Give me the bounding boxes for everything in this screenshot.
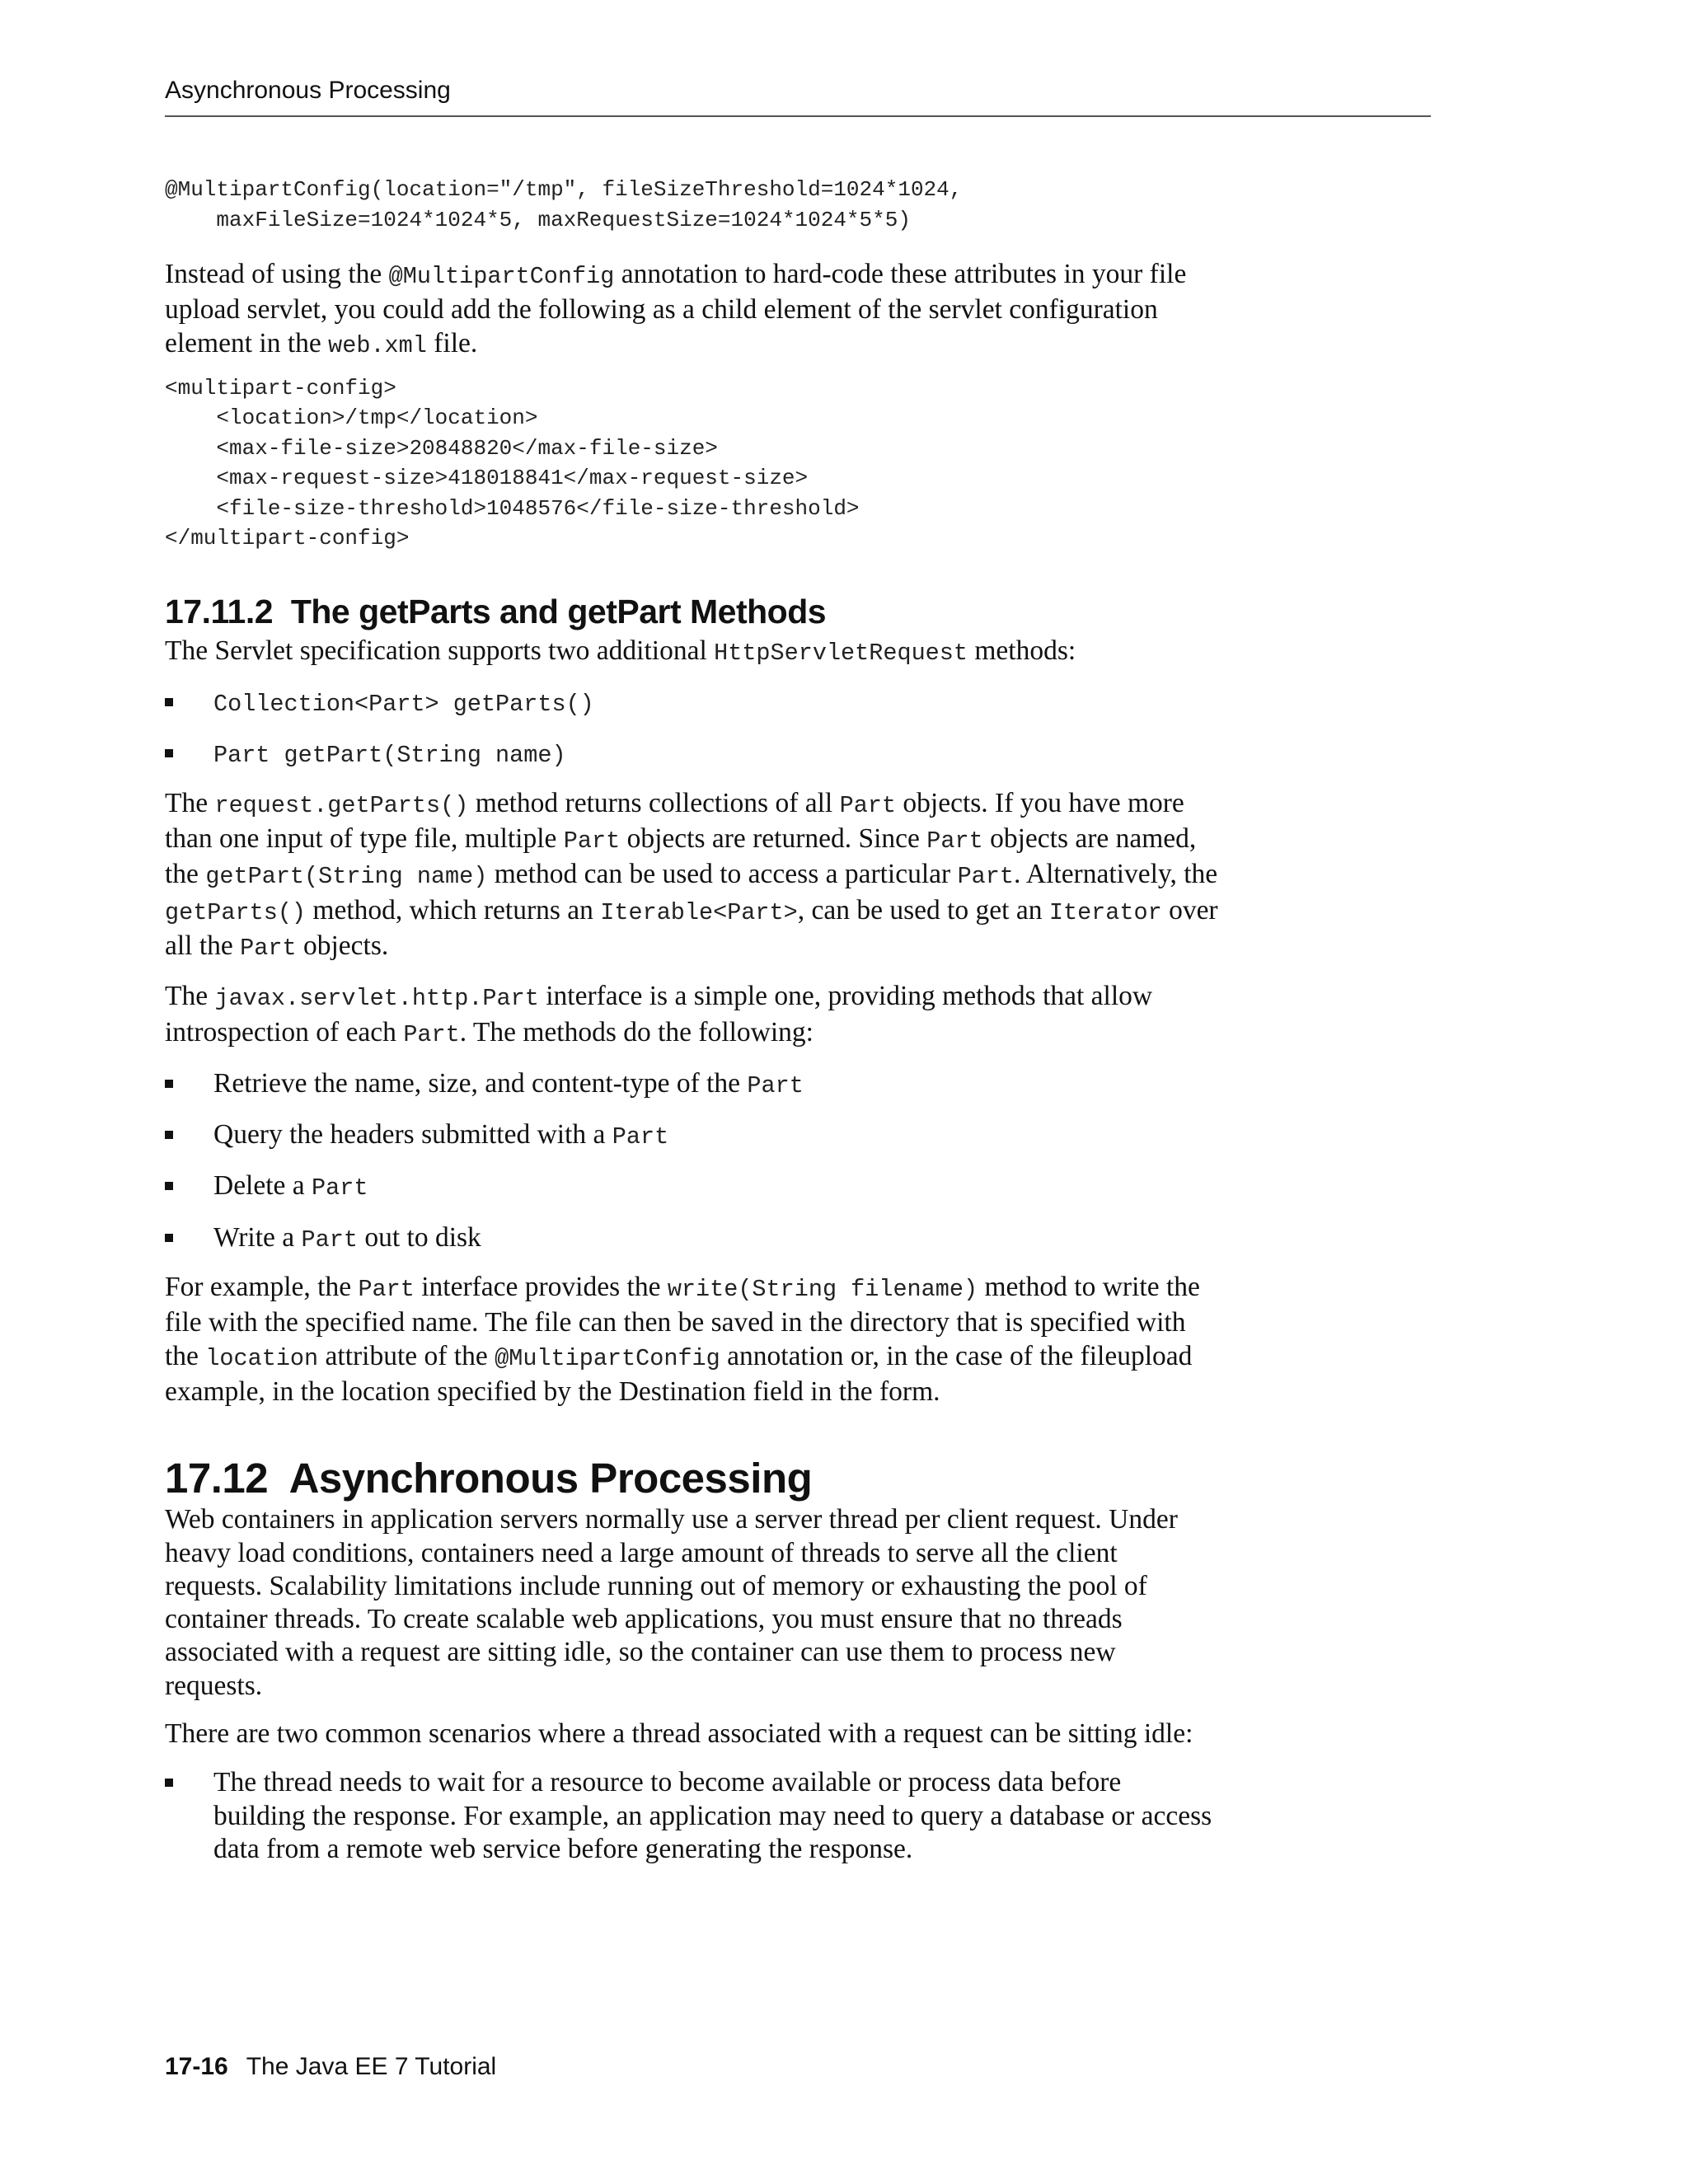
list-item: Delete a Part <box>165 1169 1218 1205</box>
list-item: Part getPart(String name) <box>165 737 1218 772</box>
paragraph-part-interface: The javax.servlet.http.Part interface is a simple one, providing methods that allow introspection of each Part. The methods do the following: <box>165 981 1153 1048</box>
page-number: 17-16 <box>165 2053 228 2080</box>
paragraph-multipart-config: Instead of using the @MultipartConfig annotation to hard-code these attributes in your file upload servlet, you could add the following as a child element of the servlet configuration element in the web.xml file. <box>165 259 1187 359</box>
page-content <box>165 175 1431 1866</box>
section-heading-async: 17.12 Asynchronous Processing <box>165 1455 813 1502</box>
list-item: Query the headers submitted with a Part <box>165 1118 1218 1154</box>
page-footer <box>165 2052 496 2082</box>
bullet-icon <box>165 1779 173 1787</box>
book-title: The Java EE 7 Tutorial <box>246 2053 497 2080</box>
list-item: The thread needs to wait for a resource to become available or process data before building the response. For example, an application may need to query a database or access data from a remote web service before generating the response. <box>165 1766 1218 1866</box>
list-item: Collection<Part> getParts() <box>165 686 1218 721</box>
bullet-icon <box>165 1234 173 1242</box>
paragraph-web-containers: Web containers in application servers normally use a server thread per client request. Under heavy load conditions, containers need a large amount of threads to serve all the client requests. Scalability limitations include running out of memory or exhausting the pool of container threads. To create scalable web applications, you must ensure that no threads associated with a request are sitting idle, so the container can use them to process new requests. <box>165 1504 1178 1701</box>
methods-list <box>165 686 1218 773</box>
paragraph-write-example: For example, the Part interface provides the write(String filename) method to write the file with the specified name. The file can then be saved in the directory that is specified with the location attribute of the @MultipartConfig annotation or, in the case of the fileupload example, in the location specified by the Destination field in the form. <box>165 1272 1200 1407</box>
list-item: Write a Part out to disk <box>165 1221 1218 1257</box>
paragraph-servlet-spec: The Servlet specification supports two additional HttpServletRequest methods: <box>165 635 1076 667</box>
bullet-icon <box>165 1080 173 1088</box>
code-block-annotation: @MultipartConfig(location="/tmp", fileSizeThreshold=1024*1024, maxFileSize=1024*1024*5, maxRequestSize=1024*1024*5*5) <box>165 177 963 232</box>
bullet-icon <box>165 1131 173 1139</box>
bullet-icon <box>165 749 173 757</box>
scenarios-list <box>165 1766 1218 1866</box>
running-head: Asynchronous Processing <box>165 77 451 104</box>
code-block-web-xml: <multipart-config> <location>/tmp</location> <max-file-size>20848820</max-file-size> <max-request-size>418018841</max-request-size> <file-size-threshold>1048576</file-size-threshold> </multipart-config> <box>165 375 860 551</box>
page-header <box>165 76 1431 117</box>
bullet-icon <box>165 698 173 706</box>
part-methods-list <box>165 1067 1218 1257</box>
section-heading-getparts: 17.11.2 The getParts and getPart Methods <box>165 592 827 630</box>
paragraph-getparts-usage: The request.getParts() method returns collections of all Part objects. If you have more than one input of type file, multiple Part objects are returned. Since Part objects are named, the getPart(String name) method can be used to access a particular Part. Alternatively, the getParts() method, which returns an Iterable<Part>, can be used to get an Iterator over all the Part objects. <box>165 787 1218 962</box>
list-item: Retrieve the name, size, and content-type of the Part <box>165 1067 1218 1103</box>
bullet-icon <box>165 1182 173 1190</box>
paragraph-idle-scenarios: There are two common scenarios where a thread associated with a request can be sitting idle: <box>165 1718 1193 1750</box>
